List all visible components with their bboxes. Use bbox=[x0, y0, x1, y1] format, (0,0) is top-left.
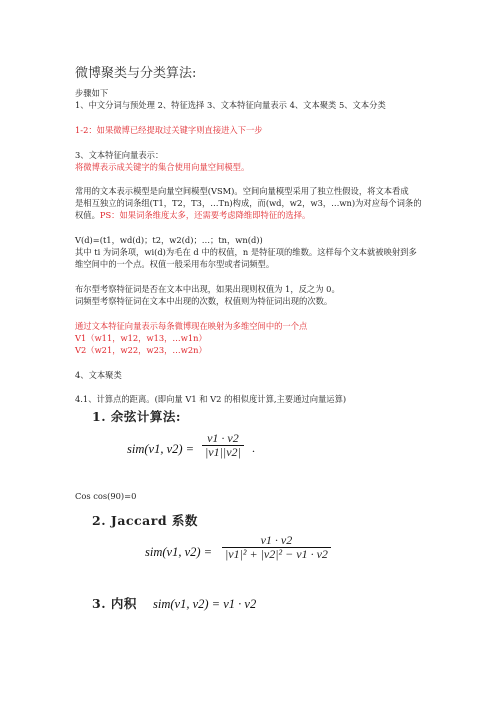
steps-list: 1、中文分词与预处理 2、特征选择 3、文本特征向量表示 4、文本聚类 5、文本分类 bbox=[75, 100, 386, 110]
doc-title: 微博聚类与分类算法: bbox=[75, 66, 197, 81]
section3-title: 3、文本特征向量表示： bbox=[75, 150, 164, 160]
mapping-note: 通过文本特征向量表示每条微博现在映射为多维空间中的一个点 bbox=[75, 321, 308, 331]
jaccard-fraction bbox=[222, 534, 331, 561]
cosine-period: . bbox=[252, 441, 255, 455]
vector-v1: V1（w11，w12，w13，…w1n） bbox=[75, 333, 207, 343]
inner-product-heading: 3. 内积 bbox=[92, 596, 137, 611]
vd-formula: V(d)=(t1，wd(d)；t2，w2(d)；…；tn，wn(d)) bbox=[75, 235, 263, 245]
inner-product-formula: sim(v1, v2) = v1 · v2 bbox=[153, 597, 257, 611]
ps-dimension-note: PS：如果词条维度太多，还需要考虑降维即特征的选择。 bbox=[99, 210, 311, 220]
cosine-fraction bbox=[202, 432, 244, 459]
section4-title: 4、文本聚类 bbox=[75, 370, 122, 380]
frequency-weight-line: 词频型考察特征词在文本中出现的次数，权值则为特征词出现的次数。 bbox=[75, 296, 333, 306]
jaccard-denominator: |v1|² + |v2|² − v1 · v2 bbox=[225, 547, 328, 561]
cosine-lhs: sim(v1, v2) = bbox=[127, 442, 195, 456]
jaccard-heading: 2. Jaccard 系数 bbox=[92, 513, 198, 528]
step12-note: 1-2：如果微博已经提取过关键字则直接进入下一步 bbox=[75, 125, 263, 135]
vsm-paragraph-line1: 常用的文本表示模型是向量空间模型(VSM)。空间向量模型采用了独立性假设，将文本看成 bbox=[75, 186, 409, 196]
vd-paragraph-line2: 维空间中的一个点。权值一般采用布尔型或者词频型。 bbox=[75, 259, 275, 269]
section41-text: 4.1、计算点的距离。(即向量 V1 和 V2 的相似度计算,主要通过向量运算) bbox=[75, 394, 347, 404]
jaccard-lhs: sim(v1, v2) = bbox=[145, 545, 213, 559]
section3-red-note: 将微博表示成关键字的集合使用向量空间模型。 bbox=[75, 162, 250, 172]
vsm-paragraph-line2: 是相互独立的词条组(T1，T2，T3，…Tn)构成，而(wd，w2，w3，…wn)为对应每个词条的 bbox=[75, 198, 422, 208]
steps-intro: 步骤如下 bbox=[75, 88, 109, 98]
vsm-paragraph-line3 bbox=[75, 210, 310, 221]
boolean-weight-line: 布尔型考察特征词是否在文本中出现，如果出现则权值为 1，反之为 0。 bbox=[75, 284, 340, 294]
vd-paragraph-line1: 其中 ti 为词条项，wi(d)为毛在 d 中的权值，n 是特征项的维数。这样每个文本就被映射到多 bbox=[75, 247, 417, 257]
jaccard-numerator: v1 · v2 bbox=[260, 533, 293, 547]
cos-note: Cos cos(90)=0 bbox=[75, 491, 137, 501]
cosine-denominator: |v1||v2| bbox=[205, 445, 241, 459]
cosine-heading: 1. 余弦计算法: bbox=[92, 409, 182, 424]
vsm-weight-text: 权值。 bbox=[75, 210, 100, 220]
cosine-numerator: v1 · v2 bbox=[207, 431, 239, 445]
vector-v2: V2（w21，w22，w23，…w2n） bbox=[75, 345, 207, 355]
